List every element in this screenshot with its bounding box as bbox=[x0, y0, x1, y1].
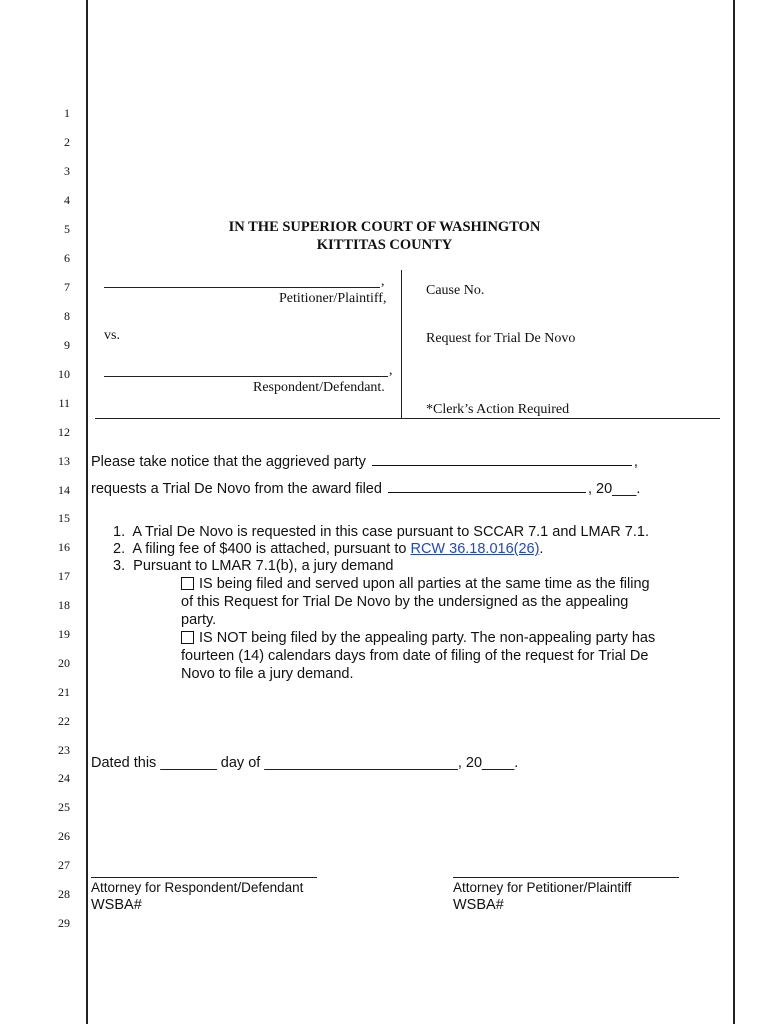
notice-prefix: Please take notice that the aggrieved party bbox=[91, 454, 366, 470]
line-number: 29 bbox=[58, 916, 70, 930]
petitioner-comma: , bbox=[381, 274, 385, 289]
county-title: KITTITAS COUNTY bbox=[316, 237, 453, 253]
line-number: 1 bbox=[64, 106, 70, 120]
versus-label: vs. bbox=[104, 328, 120, 343]
caption-divider bbox=[401, 270, 402, 418]
list-item-1 bbox=[113, 524, 649, 540]
line-number: 14 bbox=[58, 483, 70, 497]
list-item-3 bbox=[113, 558, 393, 574]
is-filed-checkbox[interactable] bbox=[181, 577, 194, 590]
list-text-suffix: . bbox=[539, 541, 544, 557]
left-margin-line bbox=[86, 0, 88, 1024]
line-number: 23 bbox=[58, 743, 70, 757]
option-text-line: Novo to file a jury demand. bbox=[181, 666, 354, 682]
award-date-field[interactable] bbox=[388, 480, 586, 493]
notice-line bbox=[91, 453, 638, 470]
petitioner-attorney-wsba: WSBA# bbox=[453, 897, 504, 913]
line-number: 6 bbox=[64, 251, 70, 265]
option-text: IS NOT being filed by the appealing party. The non-appealing party has bbox=[199, 630, 656, 646]
line-number: 8 bbox=[64, 309, 70, 323]
respondent-name-line bbox=[104, 376, 388, 377]
requests-line bbox=[91, 480, 640, 497]
respondent-attorney-wsba: WSBA# bbox=[91, 897, 142, 913]
line-number: 19 bbox=[58, 627, 70, 641]
list-number: 2. bbox=[113, 541, 126, 557]
aggrieved-party-field[interactable] bbox=[372, 453, 632, 466]
petitioner-name-line bbox=[104, 287, 380, 288]
line-number: 15 bbox=[58, 511, 70, 525]
line-number: 5 bbox=[64, 222, 70, 236]
line-number: 11 bbox=[58, 396, 70, 410]
notice-suffix: , bbox=[633, 454, 638, 470]
petitioner-label: Petitioner/Plaintiff, bbox=[279, 291, 387, 306]
line-number: 2 bbox=[64, 135, 70, 149]
option-text: IS being filed and served upon all parties at the same time as the filing bbox=[199, 576, 650, 592]
requests-prefix: requests a Trial De Novo from the award filed bbox=[91, 481, 382, 497]
respondent-label: Respondent/Defendant. bbox=[253, 380, 385, 395]
respondent-attorney-title: Attorney for Respondent/Defendant bbox=[91, 880, 304, 895]
line-number: 3 bbox=[64, 164, 70, 178]
line-number: 10 bbox=[58, 367, 70, 381]
caption-bottom-rule bbox=[95, 418, 720, 419]
is-not-filed-checkbox[interactable] bbox=[181, 631, 194, 644]
rcw-link[interactable]: RCW 36.18.016(26) bbox=[410, 541, 540, 557]
list-number: 3. bbox=[113, 558, 126, 574]
line-number: 12 bbox=[58, 425, 70, 439]
option-text-line: party. bbox=[181, 612, 217, 628]
list-text: A Trial De Novo is requested in this case pursuant to SCCAR 7.1 and LMAR 7.1. bbox=[132, 524, 649, 540]
jury-option-is-not-filed bbox=[181, 630, 655, 646]
list-text: Pursuant to LMAR 7.1(b), a jury demand bbox=[133, 558, 394, 574]
list-text: A filing fee of $400 is attached, pursuant to bbox=[132, 541, 407, 557]
option-text-line: of this Request for Trial De Novo by the undersigned as the appealing bbox=[181, 594, 629, 610]
line-number: 13 bbox=[58, 454, 70, 468]
line-number: 16 bbox=[58, 540, 70, 554]
dated-line: Dated this _______ day of ________________________, 20____. bbox=[91, 755, 519, 771]
line-number: 24 bbox=[58, 771, 70, 785]
right-margin-line bbox=[733, 0, 735, 1024]
line-number: 27 bbox=[58, 858, 70, 872]
line-number: 4 bbox=[64, 193, 70, 207]
requests-suffix: , 20___. bbox=[587, 481, 641, 497]
respondent-attorney-signature-line[interactable] bbox=[91, 877, 317, 878]
petitioner-attorney-signature-line[interactable] bbox=[453, 877, 679, 878]
line-number: 21 bbox=[58, 685, 70, 699]
court-title: IN THE SUPERIOR COURT OF WASHINGTON bbox=[228, 219, 541, 235]
jury-option-is-filed bbox=[181, 576, 650, 592]
option-text-line: fourteen (14) calendars days from date of filing of the request for Trial De bbox=[181, 648, 649, 664]
list-number: 1. bbox=[113, 524, 126, 540]
respondent-comma: , bbox=[389, 363, 393, 378]
petitioner-attorney-title: Attorney for Petitioner/Plaintiff bbox=[453, 880, 632, 895]
document-title: Request for Trial De Novo bbox=[426, 331, 576, 346]
line-number: 17 bbox=[58, 569, 70, 583]
line-number: 18 bbox=[58, 598, 70, 612]
line-number: 26 bbox=[58, 829, 70, 843]
line-number: 7 bbox=[64, 280, 70, 294]
line-number: 22 bbox=[58, 714, 70, 728]
clerk-action-note: *Clerk’s Action Required bbox=[426, 402, 570, 417]
list-item-2 bbox=[113, 541, 543, 557]
line-number: 25 bbox=[58, 800, 70, 814]
cause-number-label: Cause No. bbox=[426, 283, 485, 298]
line-number: 9 bbox=[64, 338, 70, 352]
line-number: 20 bbox=[58, 656, 70, 670]
line-number: 28 bbox=[58, 887, 70, 901]
